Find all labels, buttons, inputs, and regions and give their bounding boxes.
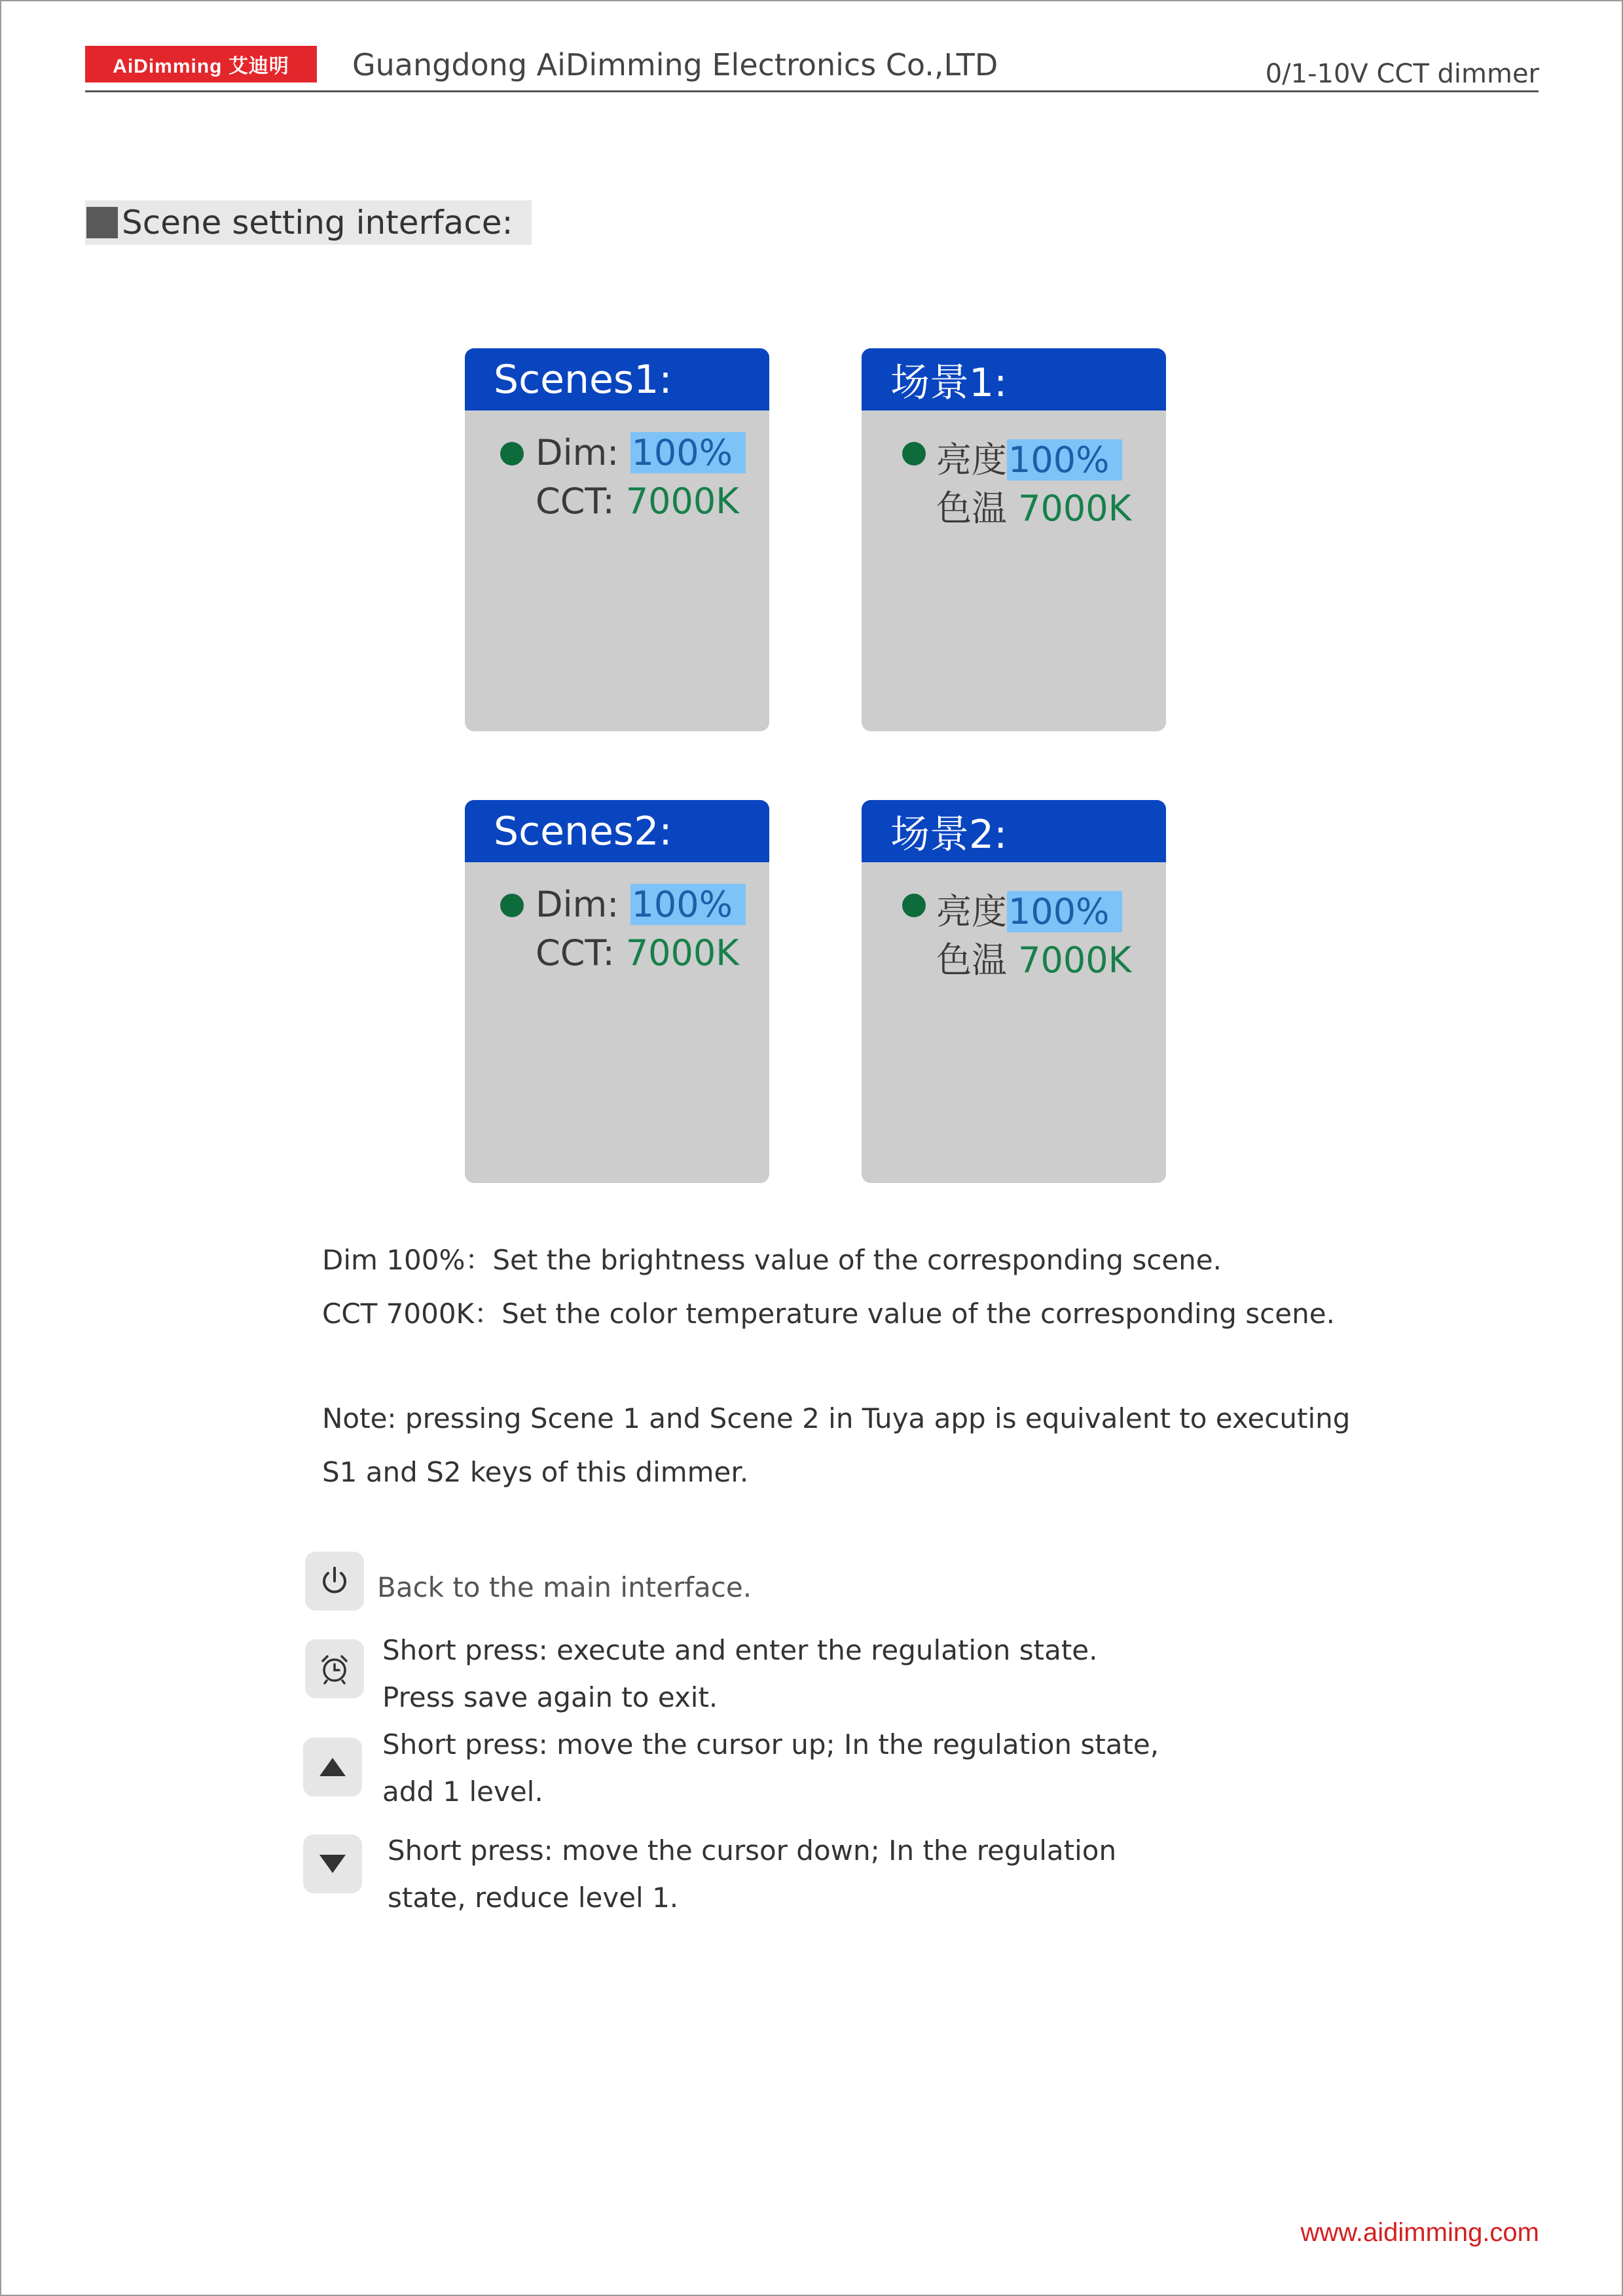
footer-website-link[interactable]: www.aidimming.com	[1300, 2218, 1539, 2247]
cct-description: CCT 7000K：Set the color temperature value of the corresponding scene.	[322, 1298, 1335, 1330]
cct-row	[536, 481, 739, 522]
scene-screen-1-cn	[862, 348, 1166, 731]
dim-label: 亮度	[936, 891, 1007, 932]
cursor-dot-icon	[500, 894, 524, 917]
cct-row	[536, 932, 739, 974]
cct-value: 7000K	[625, 932, 739, 974]
scene-screen-1-en	[465, 348, 769, 731]
power-button-description: Back to the main interface.	[377, 1571, 752, 1603]
down-button[interactable]	[303, 1834, 362, 1893]
screen-title: Scenes1:	[465, 348, 769, 410]
cursor-dot-icon	[902, 442, 926, 465]
brand-logo: AiDimming 艾迪明	[85, 46, 317, 82]
dim-value: 100%	[630, 884, 746, 925]
save-button[interactable]	[305, 1639, 364, 1698]
dim-description: Dim 100%：Set the brightness value of the corresponding scene.	[322, 1244, 1222, 1276]
up-button[interactable]	[303, 1738, 362, 1796]
screen-title: Scenes2:	[465, 800, 769, 862]
save-button-description-line-2: Press save again to exit.	[382, 1681, 718, 1713]
dim-label: 亮度	[936, 439, 1007, 481]
power-icon	[318, 1564, 352, 1598]
cct-value: 7000K	[1018, 488, 1132, 529]
screen-title: 场景1:	[862, 348, 1166, 410]
section-heading	[85, 200, 532, 245]
screen-title: 场景2:	[862, 800, 1166, 862]
down-button-description-line-1: Short press: move the cursor down; In the regulation	[388, 1834, 1117, 1867]
dim-value: 100%	[1007, 891, 1122, 932]
dim-label: Dim:	[536, 432, 619, 473]
dim-row	[936, 884, 1122, 934]
cct-value: 7000K	[625, 481, 739, 522]
dim-row	[536, 432, 746, 473]
up-button-description-line-2: add 1 level.	[382, 1776, 543, 1808]
alarm-clock-icon	[317, 1651, 352, 1686]
note-line-2: S1 and S2 keys of this dimmer.	[322, 1456, 749, 1488]
cct-label: CCT:	[536, 481, 615, 522]
arrow-up-icon	[318, 1757, 347, 1777]
section-bullet-square	[86, 207, 118, 238]
scene-screen-2-cn	[862, 800, 1166, 1183]
save-button-description-line-1: Short press: execute and enter the regulation state.	[382, 1634, 1098, 1666]
dim-value: 100%	[630, 432, 746, 473]
dim-row	[536, 884, 746, 925]
cct-label: 色温	[936, 488, 1007, 529]
up-button-description-line-1: Short press: move the cursor up; In the regulation state,	[382, 1728, 1159, 1760]
down-button-description-line-2: state, reduce level 1.	[388, 1882, 679, 1914]
cct-label: CCT:	[536, 932, 615, 974]
arrow-down-icon	[318, 1853, 347, 1874]
cursor-dot-icon	[902, 894, 926, 917]
dim-value: 100%	[1007, 439, 1122, 481]
header-divider	[85, 90, 1539, 92]
power-button[interactable]	[305, 1552, 364, 1611]
dim-label: Dim:	[536, 884, 619, 925]
dim-row	[936, 432, 1122, 483]
cursor-dot-icon	[500, 442, 524, 465]
cct-row	[936, 932, 1131, 983]
cct-label: 色温	[936, 939, 1007, 981]
section-title: Scene setting interface:	[122, 204, 513, 242]
cct-row	[936, 481, 1131, 531]
note-line-1: Note: pressing Scene 1 and Scene 2 in Tuya app is equivalent to executing	[322, 1402, 1351, 1434]
product-name: 0/1-10V CCT dimmer	[1265, 59, 1539, 89]
cct-value: 7000K	[1018, 939, 1132, 981]
scene-screen-2-en	[465, 800, 769, 1183]
company-name: Guangdong AiDimming Electronics Co.,LTD	[352, 47, 998, 82]
